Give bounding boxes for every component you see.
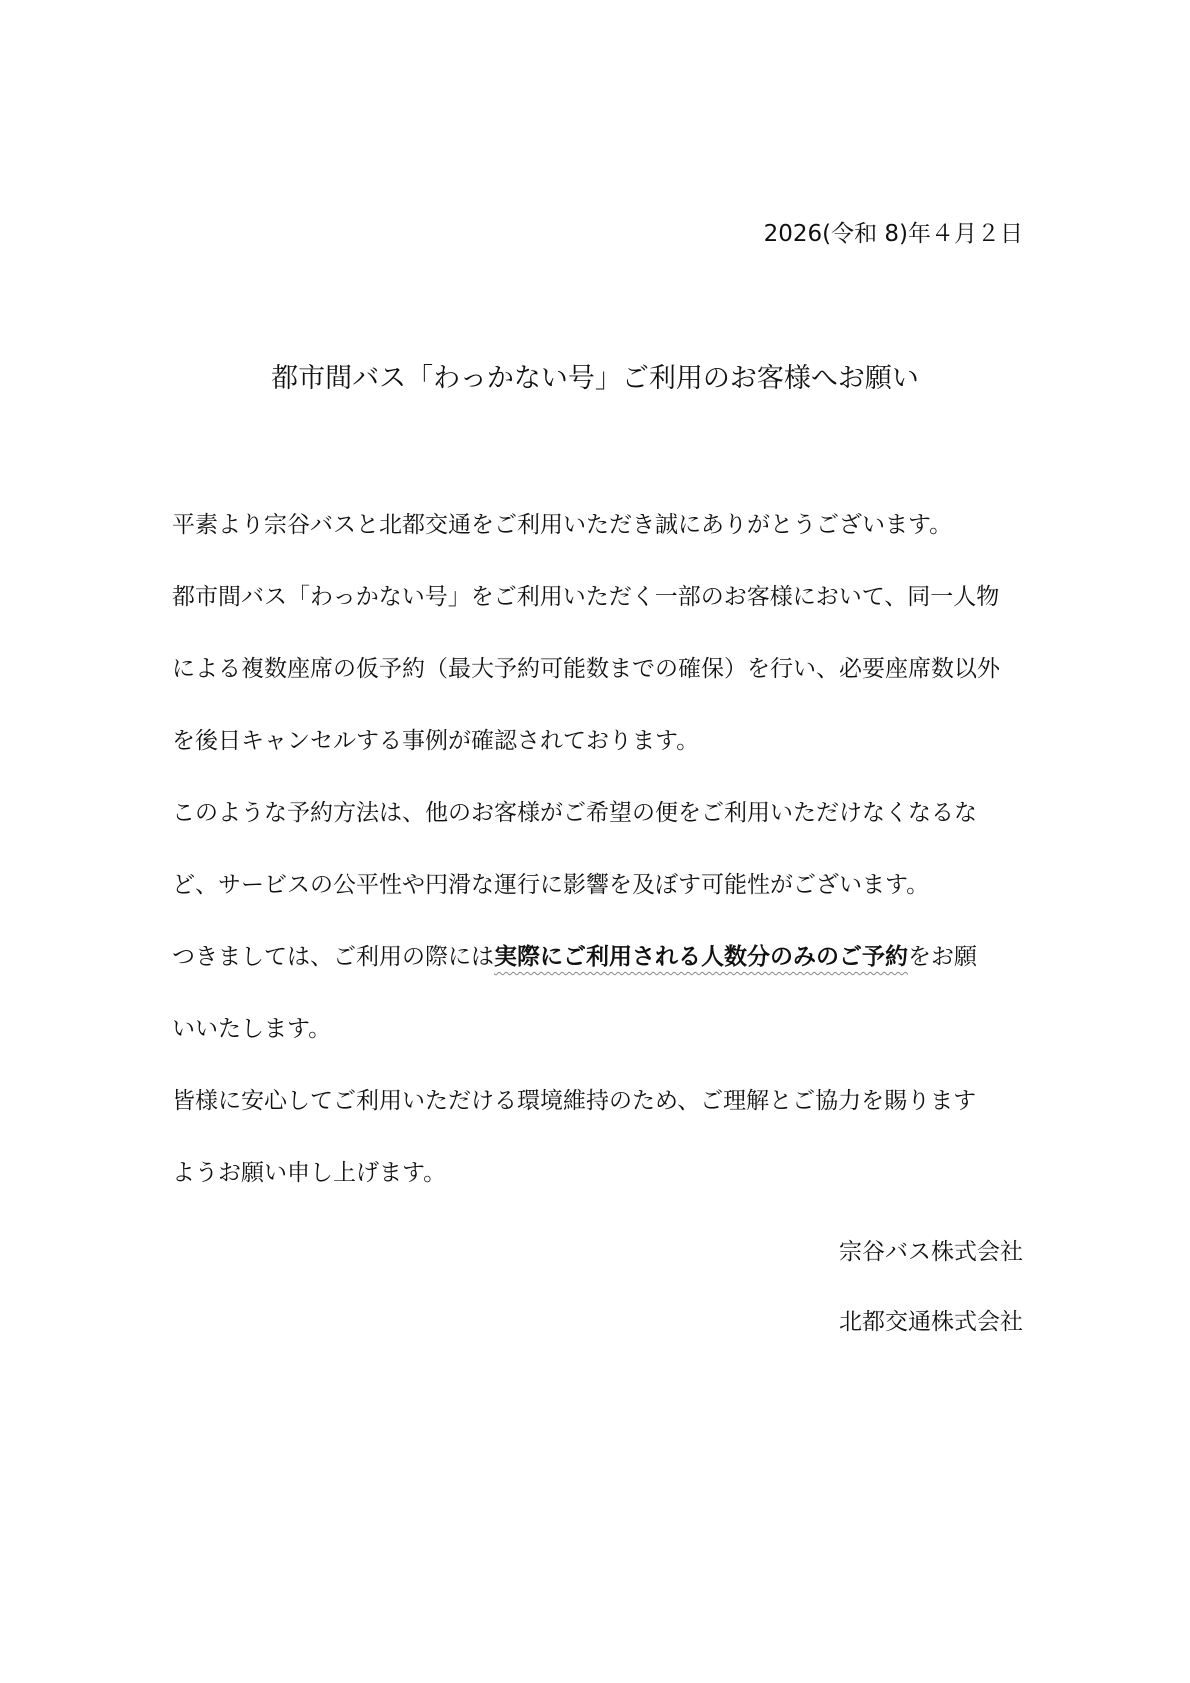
body-line: 都市間バス「わっかない号」をご利用いただく一部のお客様において、同一人物 — [172, 584, 1000, 610]
body-line: このような予約方法は、他のお客様がご希望の便をご利用いただけなくなるな — [172, 800, 977, 826]
notice-date: 2026(令和 8)年４月２日 — [763, 221, 1023, 247]
body-line: を後日キャンセルする事例が確認されております。 — [172, 728, 700, 754]
signature-soya-bus: 宗谷バス株式会社 — [839, 1239, 1023, 1265]
body-line: ようお願い申し上げます。 — [172, 1160, 447, 1186]
body-line: による複数座席の仮予約（最大予約可能数までの確保）を行い、必要座席数以外 — [172, 656, 1000, 682]
body-line: いいたします。 — [172, 1016, 332, 1042]
request-suffix: をお願 — [908, 944, 977, 970]
body-line: 皆様に安心してご利用いただける環境維持のため、ご理解とご協力を賜ります — [172, 1088, 977, 1114]
request-line — [172, 940, 977, 974]
notice-title: 都市間バス「わっかない号」ご利用のお客様へお願い — [271, 363, 919, 394]
body-line: 平素より宗谷バスと北都交通をご利用いただき誠にありがとうございます。 — [172, 512, 953, 538]
request-prefix: つきましては、ご利用の際には — [172, 944, 494, 970]
signature-hokuto-kotsu: 北都交通株式会社 — [839, 1309, 1023, 1335]
request-emphasis: 実際にご利用される人数分のみのご予約 — [494, 944, 908, 970]
body-line: ど、サービスの公平性や円滑な運行に影響を及ぼす可能性がございます。 — [172, 872, 930, 898]
